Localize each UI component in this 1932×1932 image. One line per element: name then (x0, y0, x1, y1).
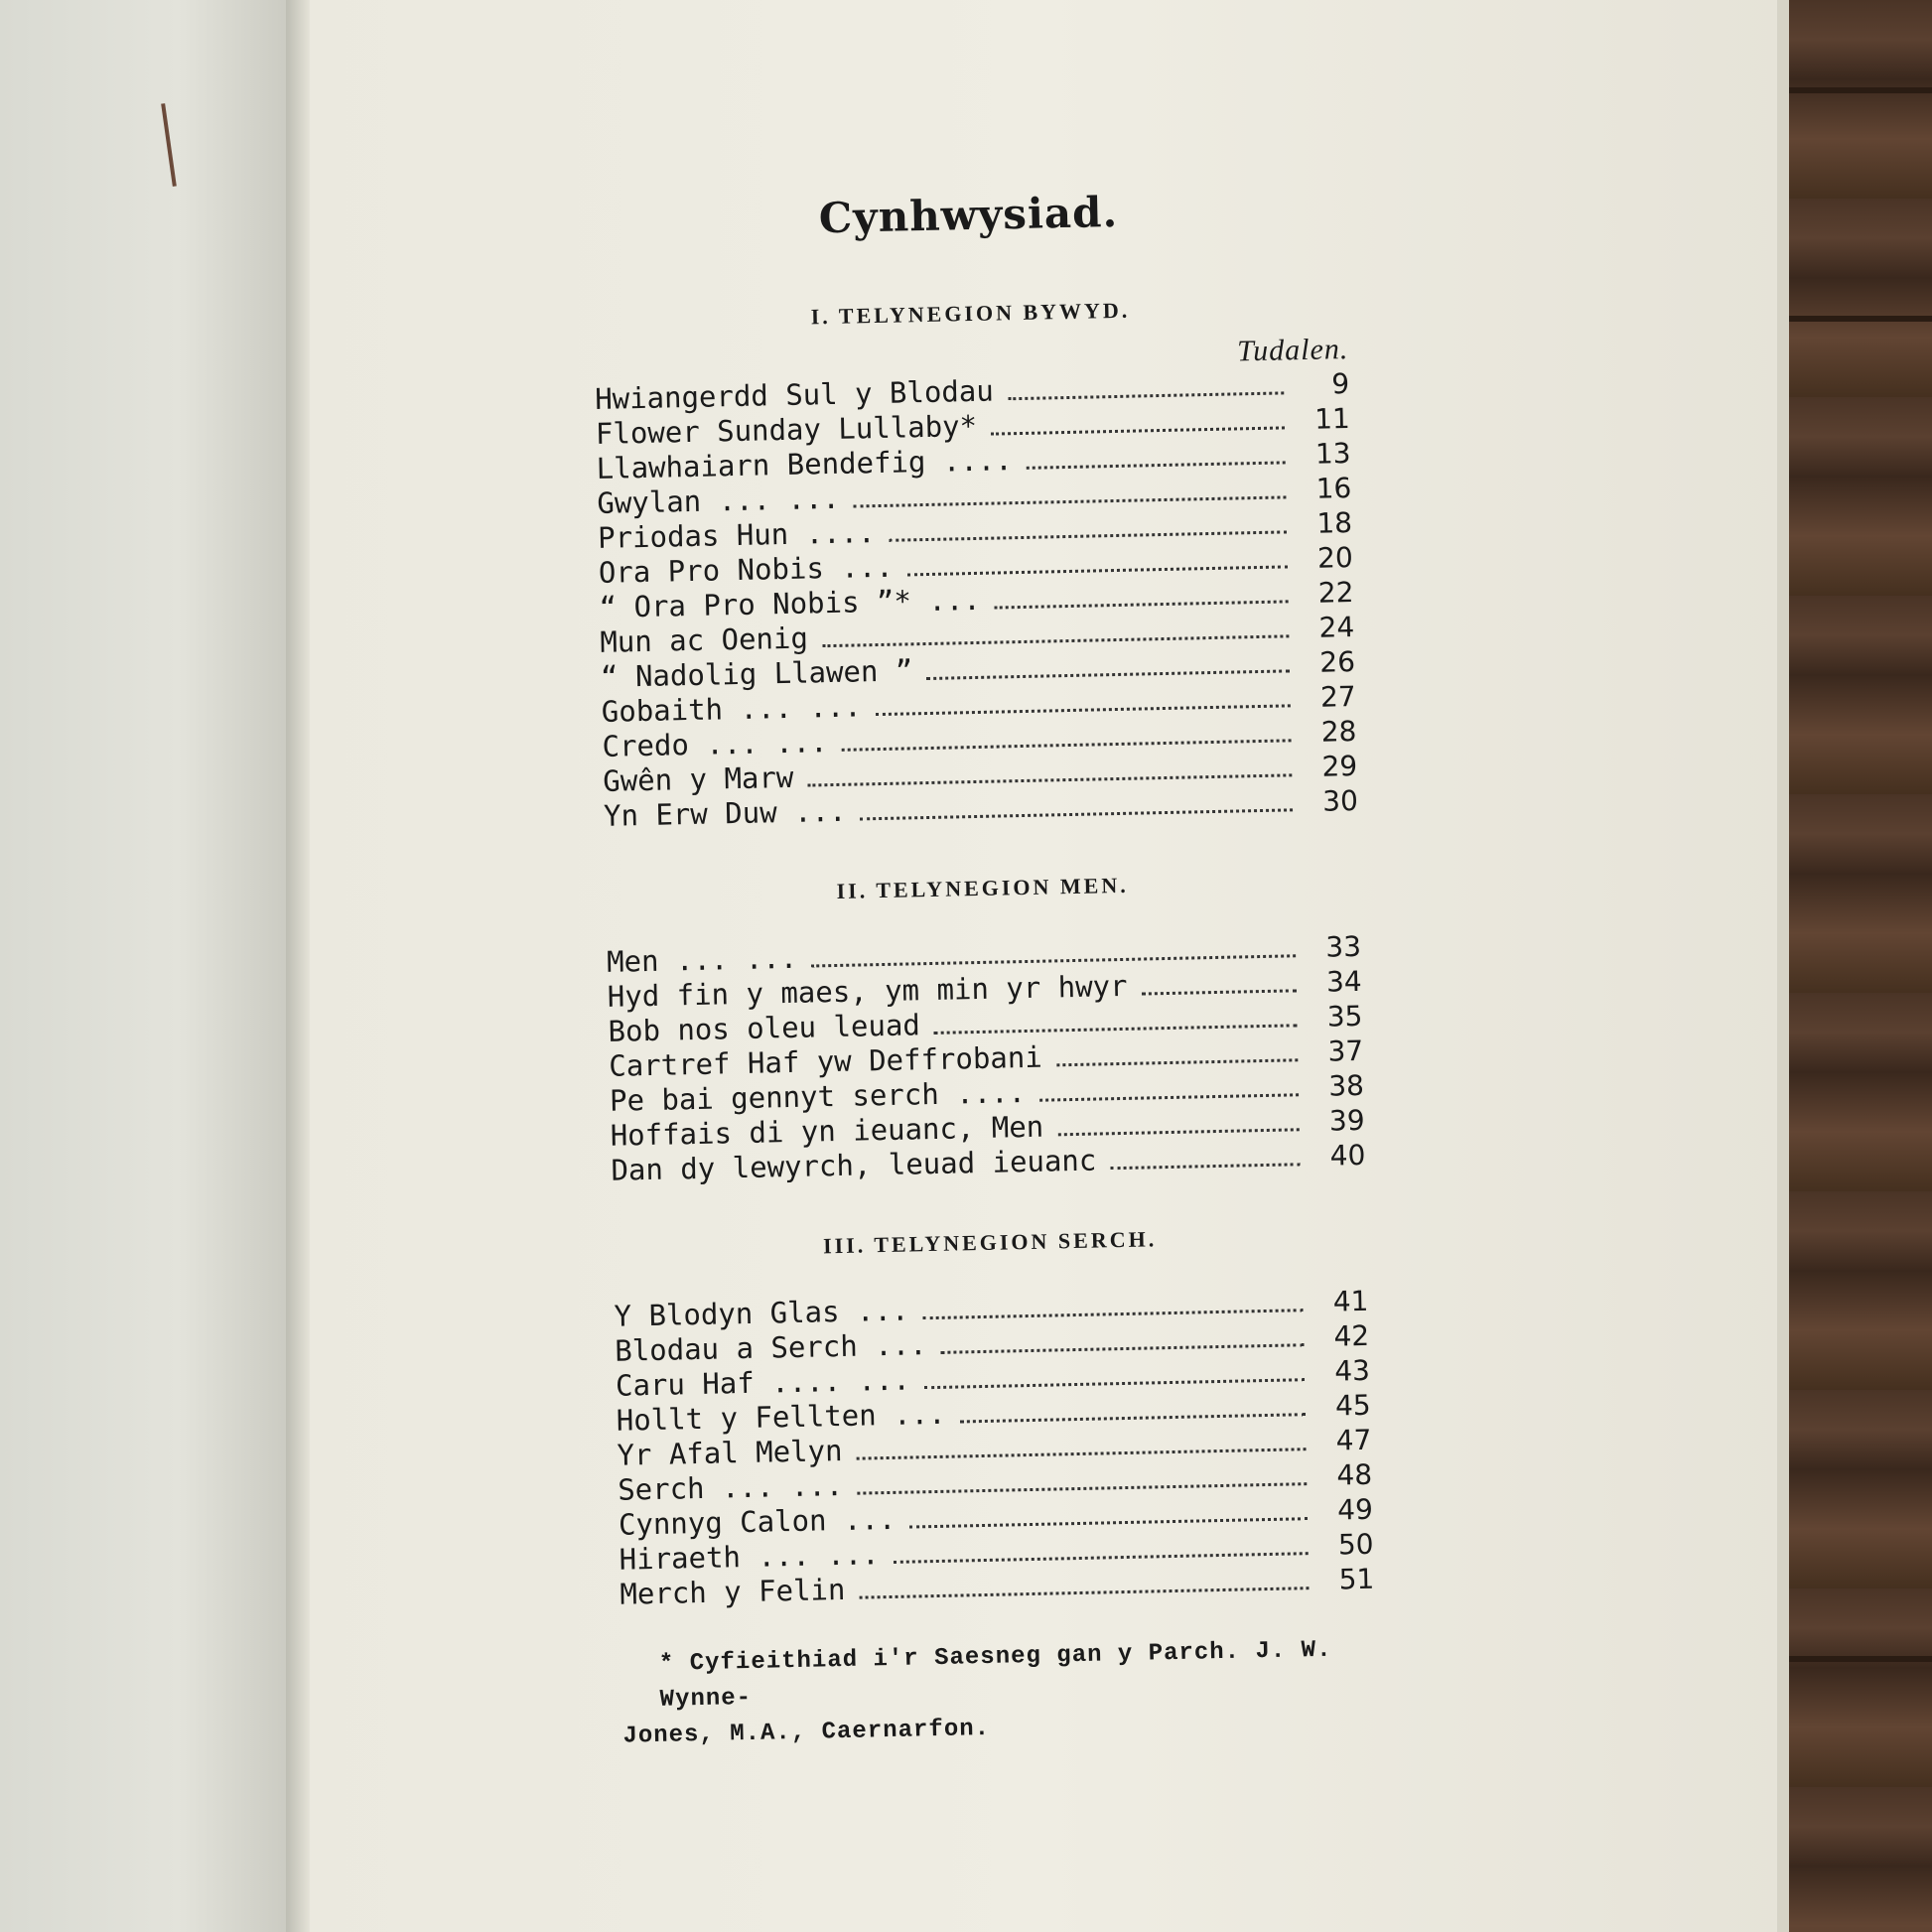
dot-leader (922, 1309, 1303, 1319)
entry-title: Merch y Felin (620, 1572, 846, 1611)
page-number: 30 (1321, 783, 1359, 818)
dot-leader (857, 1448, 1307, 1459)
dot-leader (1027, 461, 1286, 469)
page-number: 28 (1320, 714, 1357, 749)
entry-title: Gwên y Marw (602, 759, 794, 798)
entry-title: Cynnyg Calon ... (618, 1501, 897, 1542)
footnote (621, 1632, 1378, 1755)
entry-title: Priodas Hun .... (597, 515, 876, 555)
page-number: 41 (1332, 1284, 1369, 1318)
dot-leader (1110, 1163, 1300, 1170)
entry-title: Cartref Haf yw Deffrobani (608, 1039, 1043, 1083)
wooden-table (1782, 0, 1932, 1932)
entry-title: Hoffais di yn ieuanc, Men (610, 1109, 1044, 1153)
dot-leader (934, 1024, 1298, 1035)
page-number: 20 (1316, 541, 1354, 575)
entry-title: Pe bai gennyt serch .... (609, 1075, 1027, 1118)
page-number: 49 (1336, 1492, 1374, 1527)
entry-title: Serch ... ... (617, 1467, 844, 1507)
entry-title: Llawhaiarn Bendefig .... (596, 443, 1013, 485)
page-number: 50 (1337, 1527, 1374, 1562)
entry-title: Caru Haf .... ... (615, 1362, 911, 1403)
page-number: 9 (1330, 367, 1350, 401)
wood-grain-line (1782, 316, 1932, 322)
dot-leader (894, 1552, 1309, 1564)
page-number: 48 (1336, 1457, 1373, 1492)
dot-leader (857, 1482, 1307, 1494)
entry-title: Hwiangerdd Sul y Blodau (594, 373, 995, 416)
page-number: 42 (1333, 1318, 1370, 1353)
entry-title: Blodau a Serch ... (614, 1327, 927, 1368)
entry-title: Yr Afal Melyn (617, 1433, 843, 1472)
dot-leader (941, 1343, 1305, 1354)
page-number: 18 (1316, 506, 1353, 540)
dot-leader (854, 495, 1287, 507)
page-number: 13 (1314, 437, 1351, 471)
toc-list (595, 366, 1358, 834)
footnote-line: Jones, M.A., Caernarfon. (622, 1715, 991, 1750)
page-number: 33 (1324, 929, 1362, 964)
section-heading: I. TELYNEGION BYWYD. (810, 297, 1131, 330)
entry-title: Hyd fin y maes, ym min yr hwyr (607, 968, 1128, 1014)
page-number: 47 (1335, 1423, 1372, 1457)
entry-title: Hollt y Fellten ... (616, 1396, 946, 1438)
dot-leader (991, 426, 1285, 435)
dot-leader (890, 530, 1288, 541)
page-number: 22 (1317, 575, 1354, 610)
dot-leader (842, 739, 1292, 751)
entry-title: Gobaith ... ... (601, 689, 863, 729)
entry-title: Gwylan ... ... (597, 481, 841, 520)
page-number: 43 (1333, 1353, 1371, 1388)
left-page (0, 0, 298, 1932)
page-number: 37 (1327, 1034, 1364, 1068)
page-number: 29 (1321, 749, 1358, 783)
page-edge (1777, 0, 1789, 1932)
entry-title: Flower Sunday Lullaby* (595, 408, 978, 451)
section-heading: II. TELYNEGION MEN. (836, 872, 1129, 903)
entry-title: Mun ac Oenig (600, 621, 809, 659)
entry-title: Men ... ... (606, 940, 798, 979)
page-number: 34 (1325, 964, 1363, 999)
page-number: 16 (1315, 472, 1352, 505)
page-title: Cynhwysiad. (818, 187, 1119, 243)
dot-leader (1008, 391, 1284, 400)
wood-grain-line (1782, 87, 1932, 93)
dot-leader (924, 1378, 1305, 1389)
toc-list (614, 1284, 1374, 1612)
entry-title: Bob nos oleu leuad (608, 1008, 921, 1048)
page-number: 27 (1319, 679, 1357, 714)
page-number: 51 (1338, 1562, 1375, 1596)
entry-title: Ora Pro Nobis ... (598, 549, 894, 590)
dot-leader (861, 808, 1294, 820)
dot-leader (907, 565, 1288, 576)
dot-leader (860, 1587, 1310, 1598)
page-number: 26 (1318, 644, 1356, 679)
page-number: 24 (1318, 610, 1355, 644)
footnote-line: * Cyfieithiad i'r Saesneg gan y Parch. J. W. Wynne- (658, 1636, 1332, 1714)
entry-title: Hiraeth ... ... (619, 1537, 880, 1577)
toc-list (607, 929, 1366, 1188)
table-of-contents (591, 183, 1378, 1755)
dot-leader (1142, 989, 1297, 995)
page-number: 38 (1327, 1068, 1365, 1103)
dot-leader (1056, 1058, 1299, 1066)
book-gutter (286, 0, 310, 1932)
page-number: 45 (1334, 1388, 1371, 1423)
dot-leader (811, 954, 1296, 967)
dot-leader (807, 773, 1292, 786)
entry-title: “ Nadolig Llawen ” (600, 653, 913, 694)
page-number: 40 (1329, 1138, 1366, 1173)
page-column-label: Tudalen. (1236, 333, 1349, 368)
dot-leader (1057, 1128, 1300, 1136)
dot-leader (926, 669, 1290, 680)
dot-leader (876, 704, 1291, 716)
entry-title: Yn Erw Duw ... (603, 793, 847, 833)
dot-leader (995, 600, 1289, 609)
dot-leader (822, 634, 1289, 647)
page-number: 39 (1328, 1103, 1365, 1138)
page-number: 11 (1313, 402, 1351, 436)
entry-title: “ Ora Pro Nobis ”* ... (599, 582, 982, 624)
section-heading: III. TELYNEGION SERCH. (822, 1226, 1158, 1259)
entry-title: Y Blodyn Glas ... (614, 1293, 909, 1333)
page-number: 35 (1326, 999, 1363, 1034)
wood-grain-line (1782, 1656, 1932, 1662)
entry-title: Credo ... ... (602, 725, 828, 763)
dot-leader (1039, 1093, 1299, 1101)
dot-leader (960, 1413, 1306, 1423)
dot-leader (909, 1517, 1308, 1528)
entry-title: Dan dy lewyrch, leuad ieuanc (611, 1143, 1097, 1187)
